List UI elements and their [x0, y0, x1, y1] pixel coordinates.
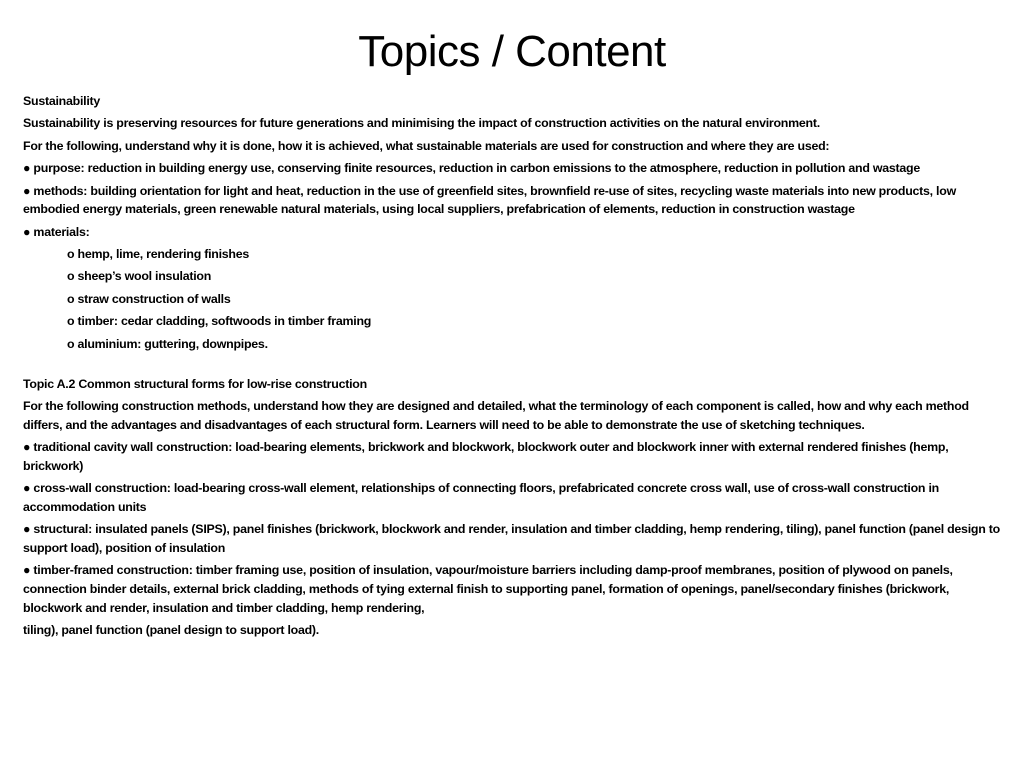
sub-item-timber: o timber: cedar cladding, softwoods in timber framing	[67, 314, 372, 329]
slide-title: Topics / Content	[358, 27, 666, 76]
bullet-cross-wall: ● cross-wall construction: load-bearing cross-wall element, relationships of connecting floors, prefabricated concrete cross wall, use of cross-wall construction in accommodation units	[23, 481, 939, 515]
sub-item-straw: o straw construction of walls	[67, 291, 231, 306]
bullet-timber-framed: ● timber-framed construction: timber framing use, position of insulation, vapour/moisture barriers including damp-proof membranes, position of plywood on panels, connection binder details, external brick cladding, methods of tying external finish to supporting panel, formation of openings, panel/secondary finishes (brickwork, blockwork and render, insulation and timber cladding, hemp rendering,	[23, 563, 953, 615]
bullet-cavity-wall: ● traditional cavity wall construction: load-bearing elements, brickwork and blockwork, blockwork outer and blockwork inner with external rendered finishes (hemp, brickwork)	[23, 440, 949, 474]
slide-body	[23, 92, 1003, 643]
sub-item-aluminium: o aluminium: guttering, downpipes.	[67, 336, 268, 351]
bullet-structural-panels: ● structural: insulated panels (SIPS), panel finishes (brickwork, blockwork and render, insulation and timber cladding, hemp rendering, tiling), panel function (panel design to support load), position of insulation	[23, 522, 1000, 556]
section-heading-sustainability: Sustainability	[23, 94, 101, 108]
timber-framed-continuation: tiling), panel function (panel design to support load).	[23, 623, 319, 637]
sub-item-hemp-lime: o hemp, lime, rendering finishes	[67, 246, 250, 261]
bullet-methods: ● methods: building orientation for light and heat, reduction in the use of greenfield sites, brownfield re-use of sites, recycling waste materials into new products, low embodied energy materials, green renewable natural materials, using local suppliers, prefabrication of elements, reduction in construction wastage	[23, 183, 956, 217]
topic-a2-intro: For the following construction methods, understand how they are designed and detailed, what the terminology of each component is called, how and why each method differs, and the advantages and disadvantages of each structural form. Learners will need to be able to demonstrate the use of sketching techniques.	[23, 399, 969, 433]
bullet-materials: ● materials:	[23, 224, 90, 239]
sub-item-sheeps-wool: o sheep’s wool insulation	[67, 269, 212, 284]
bullet-purpose: ● purpose: reduction in building energy use, conserving finite resources, reduction in carbon emissions to the atmosphere, reduction in pollution and wastage	[23, 161, 920, 176]
sustainability-intro: For the following, understand why it is done, how it is achieved, what sustainable materials are used for construction and where they are used:	[23, 138, 830, 153]
section-heading-topic-a2: Topic A.2 Common structural forms for low-rise construction	[23, 377, 367, 392]
sustainability-definition: Sustainability is preserving resources for future generations and minimising the impact of construction activities on the natural environment.	[23, 116, 820, 131]
